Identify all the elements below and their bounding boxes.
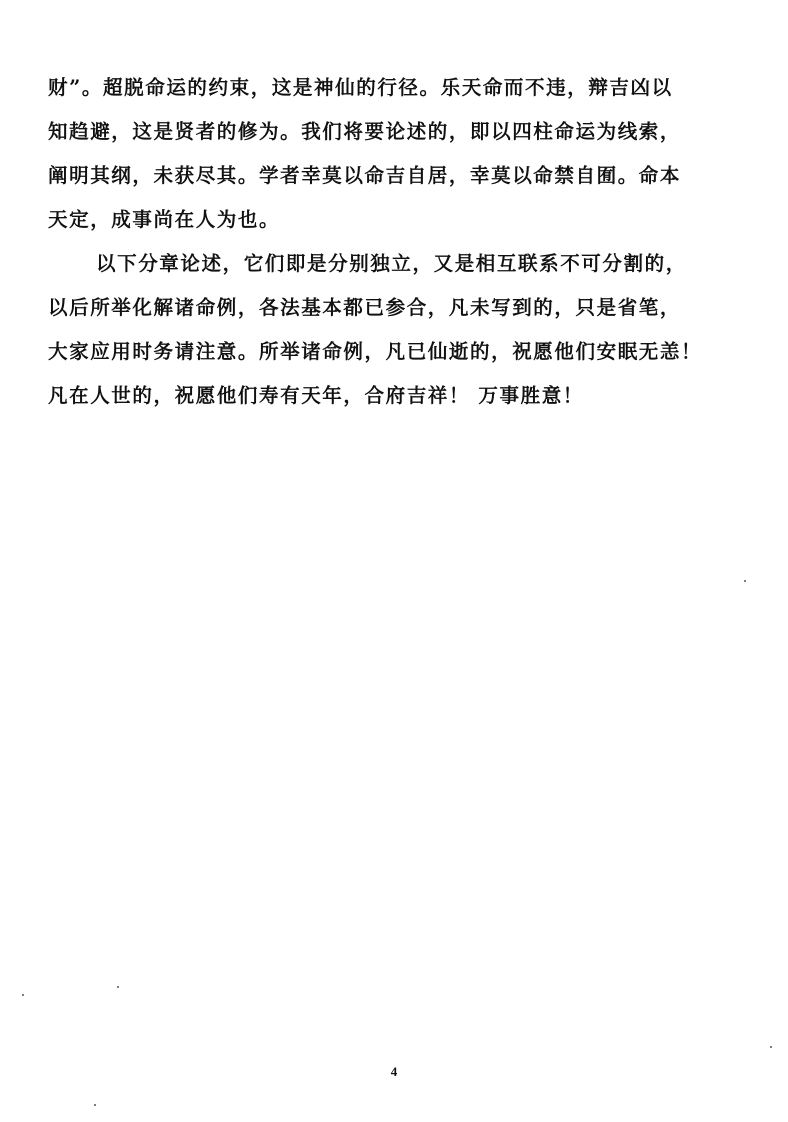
page-number: 4 (390, 1064, 398, 1079)
paragraph-line: 以后所举化解诸命例，各法基本都已参合，凡未写到的，只是省笔， (48, 296, 682, 319)
paragraph-line: 凡在人世的，祝愿他们寿有天年，合府吉祥！ 万事胜意！ (48, 384, 584, 407)
scan-speck (744, 580, 746, 582)
body-text (48, 66, 748, 418)
paragraph-1 (48, 66, 748, 242)
paragraph-line: 知趋避，这是贤者的修为。我们将要论述的，即以四柱命运为线索， (48, 120, 682, 143)
scan-speck (94, 1104, 96, 1106)
paragraph-line: 阐明其纲，未获尽其。学者幸莫以命吉自居，幸莫以命禁自囿。命本 (48, 164, 682, 187)
paragraph-line: 财”。超脱命运的约束，这是神仙的行径。乐天命而不违，辩吉凶以 (48, 76, 673, 99)
scan-speck (770, 1046, 772, 1048)
paragraph-line: 天定，成事尚在人为也。 (48, 208, 281, 231)
paragraph-line: 大家应用时务请注意。所举诸命例，凡已仙逝的，祝愿他们安眠无恙！ (48, 340, 703, 363)
paragraph-2 (48, 242, 748, 418)
scan-speck (117, 986, 119, 988)
scan-speck (22, 994, 24, 996)
paragraph-line: 以下分章论述，它们即是分别独立，又是相互联系不可分割的， (96, 252, 687, 275)
